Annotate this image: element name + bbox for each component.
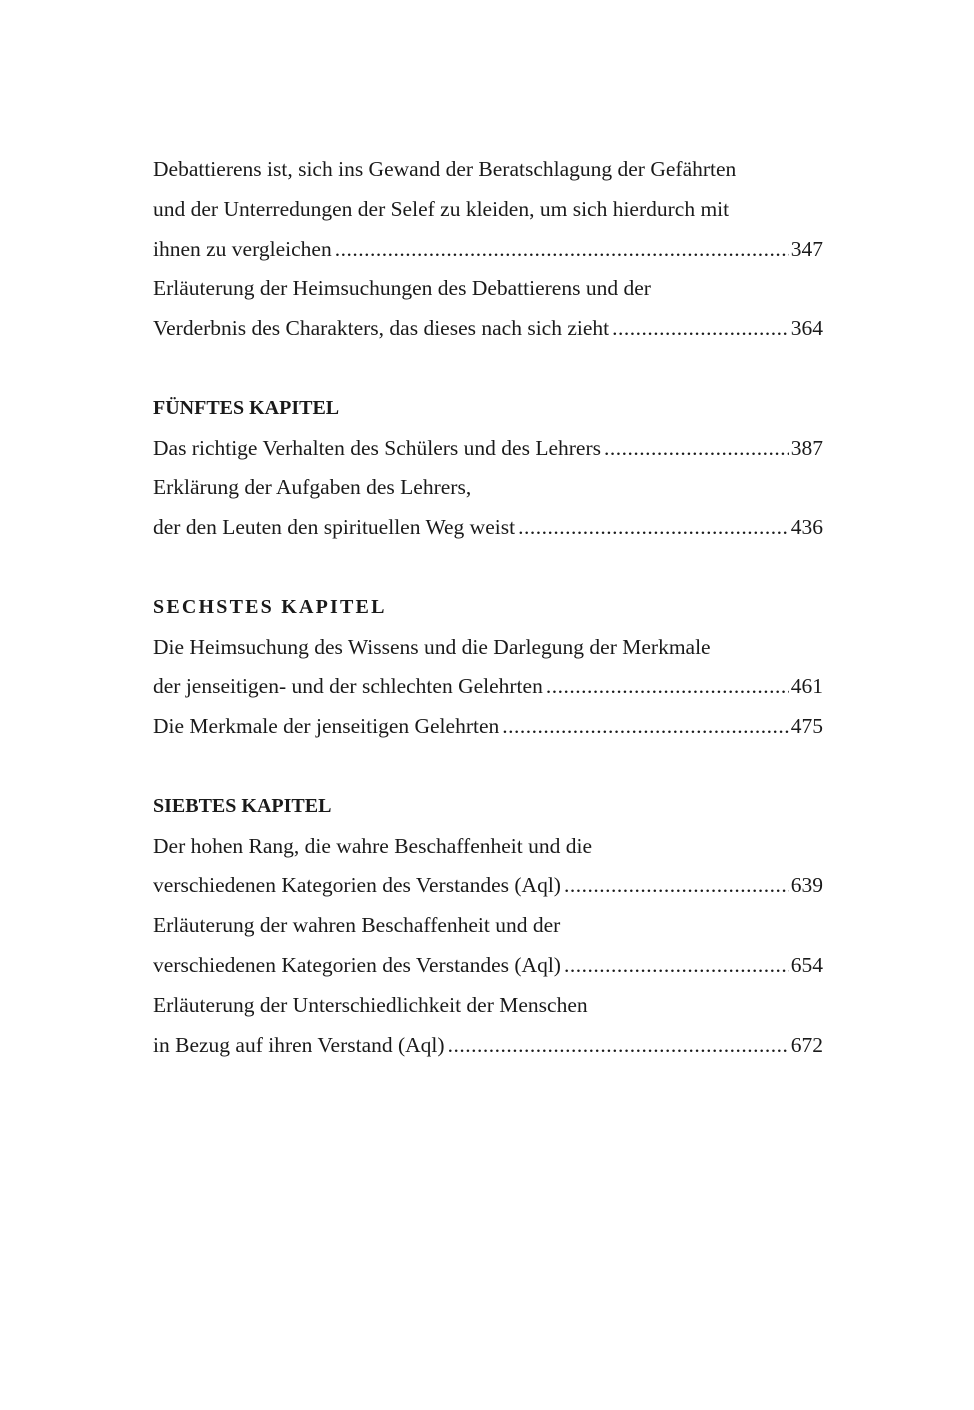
entry-text: Das richtige Verhalten des Schülers und des Lehrers bbox=[153, 435, 601, 460]
entry-last-line bbox=[153, 946, 823, 986]
dot-leader bbox=[604, 429, 789, 469]
toc-entry bbox=[153, 628, 823, 708]
entry-text-line: Debattierens ist, sich ins Gewand der Beratschlagung der Gefährten bbox=[153, 157, 737, 181]
toc-entry bbox=[153, 468, 823, 548]
table-of-contents bbox=[153, 150, 823, 1065]
entry-last-line bbox=[153, 508, 823, 548]
page-number: 461 bbox=[790, 674, 823, 699]
dot-leader bbox=[502, 707, 789, 747]
entry-text-line: Erläuterung der Unterschiedlichkeit der Menschen bbox=[153, 992, 588, 1017]
entry-text-line: und der Unterredungen der Selef zu kleiden, um sich hierdurch mit bbox=[153, 196, 730, 221]
dot-leader bbox=[448, 1026, 789, 1066]
entry-text: der den Leuten den spirituellen Weg weist bbox=[153, 515, 516, 540]
toc-entry bbox=[153, 150, 823, 269]
dot-leader bbox=[564, 866, 789, 906]
entry-last-line bbox=[153, 429, 823, 469]
page-number: 436 bbox=[790, 515, 823, 540]
entry-text-line: Der hohen Rang, die wahre Beschaffenheit und die bbox=[153, 833, 593, 858]
entry-last-line bbox=[153, 866, 823, 906]
toc-entry bbox=[153, 827, 823, 907]
entry-text: in Bezug auf ihren Verstand (Aql) bbox=[153, 1032, 445, 1057]
page-number: 347 bbox=[790, 236, 823, 261]
toc-entry bbox=[153, 986, 823, 1066]
entry-last-line bbox=[153, 309, 823, 349]
page-number: 654 bbox=[790, 952, 823, 977]
page-number: 475 bbox=[790, 714, 823, 739]
entry-text-line: Erläuterung der Heimsuchungen des Debattierens und der bbox=[153, 276, 651, 301]
entry-text: verschiedenen Kategorien des Verstandes (Aql) bbox=[153, 952, 561, 977]
entry-text: ihnen zu vergleichen bbox=[153, 236, 332, 261]
entry-text-line: Erklärung der Aufgaben des Lehrers, bbox=[153, 475, 472, 500]
dot-leader bbox=[518, 508, 789, 548]
dot-leader bbox=[612, 309, 789, 349]
entry-last-line bbox=[153, 707, 823, 747]
entry-text: der jenseitigen- und der schlechten Gelehrten bbox=[153, 674, 543, 699]
entry-last-line bbox=[153, 1026, 823, 1066]
chapter-heading-6: SECHSTES KAPITEL bbox=[153, 595, 387, 618]
dot-leader bbox=[564, 946, 789, 986]
page-number: 672 bbox=[790, 1032, 823, 1057]
page-number: 364 bbox=[790, 316, 823, 341]
entry-text: verschiedenen Kategorien des Verstandes (Aql) bbox=[153, 873, 561, 898]
entry-text: Verderbnis des Charakters, das dieses nach sich zieht bbox=[153, 316, 610, 341]
entry-last-line bbox=[153, 667, 823, 707]
chapter-heading-5: FÜNFTES KAPITEL bbox=[153, 396, 340, 419]
toc-entry bbox=[153, 269, 823, 349]
toc-entry bbox=[153, 707, 823, 747]
page-number: 639 bbox=[790, 873, 823, 898]
entry-text-line: Erläuterung der wahren Beschaffenheit und der bbox=[153, 913, 561, 938]
chapter-heading-7: SIEBTES KAPITEL bbox=[153, 794, 332, 817]
entry-text: Die Merkmale der jenseitigen Gelehrten bbox=[153, 714, 500, 739]
toc-entry bbox=[153, 906, 823, 986]
dot-leader bbox=[546, 667, 789, 707]
dot-leader bbox=[335, 230, 789, 270]
entry-last-line bbox=[153, 230, 823, 270]
entry-text-line: Die Heimsuchung des Wissens und die Darlegung der Merkmale bbox=[153, 634, 711, 659]
page-number: 387 bbox=[790, 435, 823, 460]
toc-entry bbox=[153, 429, 823, 469]
